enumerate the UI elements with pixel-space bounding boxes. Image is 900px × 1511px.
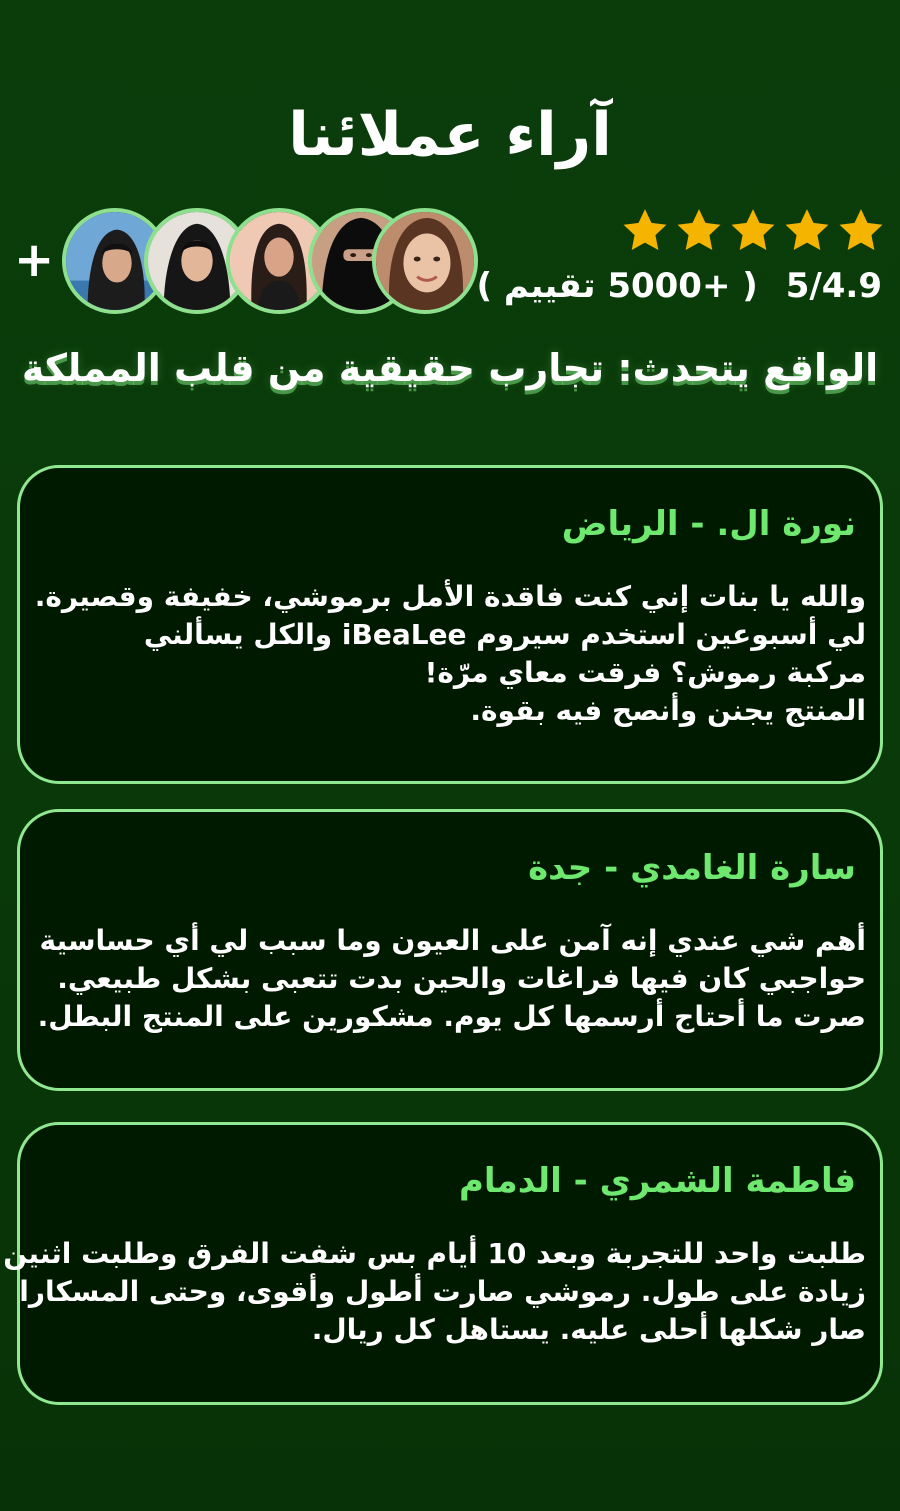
page-title: آراء عملائنا [288, 100, 612, 171]
review-card [17, 809, 883, 1091]
star-icon [674, 206, 724, 256]
star-icon [728, 206, 778, 256]
star-rating [620, 206, 886, 256]
review-text [30, 922, 866, 1036]
rating-score: 5/4.9 [785, 266, 882, 306]
review-text [30, 578, 866, 730]
reviewer-name: سارة الغامدي - جدة [528, 848, 856, 888]
review-text [3, 1235, 866, 1349]
section-subtitle: الواقع يتحدث: تجارب حقيقية من قلب المملكة [21, 346, 879, 390]
more-customers-plus: + [14, 232, 55, 288]
customer-avatars [62, 208, 472, 314]
reviewer-name: نورة ال. - الرياض [561, 504, 856, 544]
review-line: طلبت واحد للتجربة وبعد 10 أيام بس شفت الفرق وطلبت اثنين [3, 1237, 866, 1270]
review-line: والله يا بنات إني كنت فاقدة الأمل برموشي، خفيفة وقصيرة. [34, 580, 866, 613]
review-line: مركبة رموش؟ فرقت معاي مرّة! [424, 656, 866, 689]
avatar [372, 208, 478, 314]
review-line: أهم شي عندي إنه آمن على العيون وما سبب لي أي حساسية [39, 924, 866, 957]
review-line: صرت ما أحتاج أرسمها كل يوم. مشكورين على المنتج البطل. [37, 1000, 866, 1033]
review-line: صار شكلها أحلى عليه. يستاهل كل ريال. [311, 1313, 866, 1346]
review-line: حواجبي كان فيها فراغات والحين بدت تتعبى بشكل طبيعي. [57, 962, 866, 995]
review-line: لي أسبوعين استخدم سيروم iBeaLee والكل يسألني [143, 618, 866, 651]
review-card [17, 465, 883, 784]
star-icon [620, 206, 670, 256]
star-icon [782, 206, 832, 256]
review-line: زيادة على طول. رموشي صارت أطول وأقوى، وحتى المسكارا [19, 1275, 866, 1308]
reviewer-name: فاطمة الشمري - الدمام [458, 1161, 856, 1201]
rating-summary [476, 266, 882, 306]
review-card [3, 1122, 883, 1405]
star-icon [836, 206, 886, 256]
rating-count: ( +5000 تقييم ) [476, 266, 758, 306]
review-line: المنتج يجنن وأنصح فيه بقوة. [470, 694, 866, 727]
